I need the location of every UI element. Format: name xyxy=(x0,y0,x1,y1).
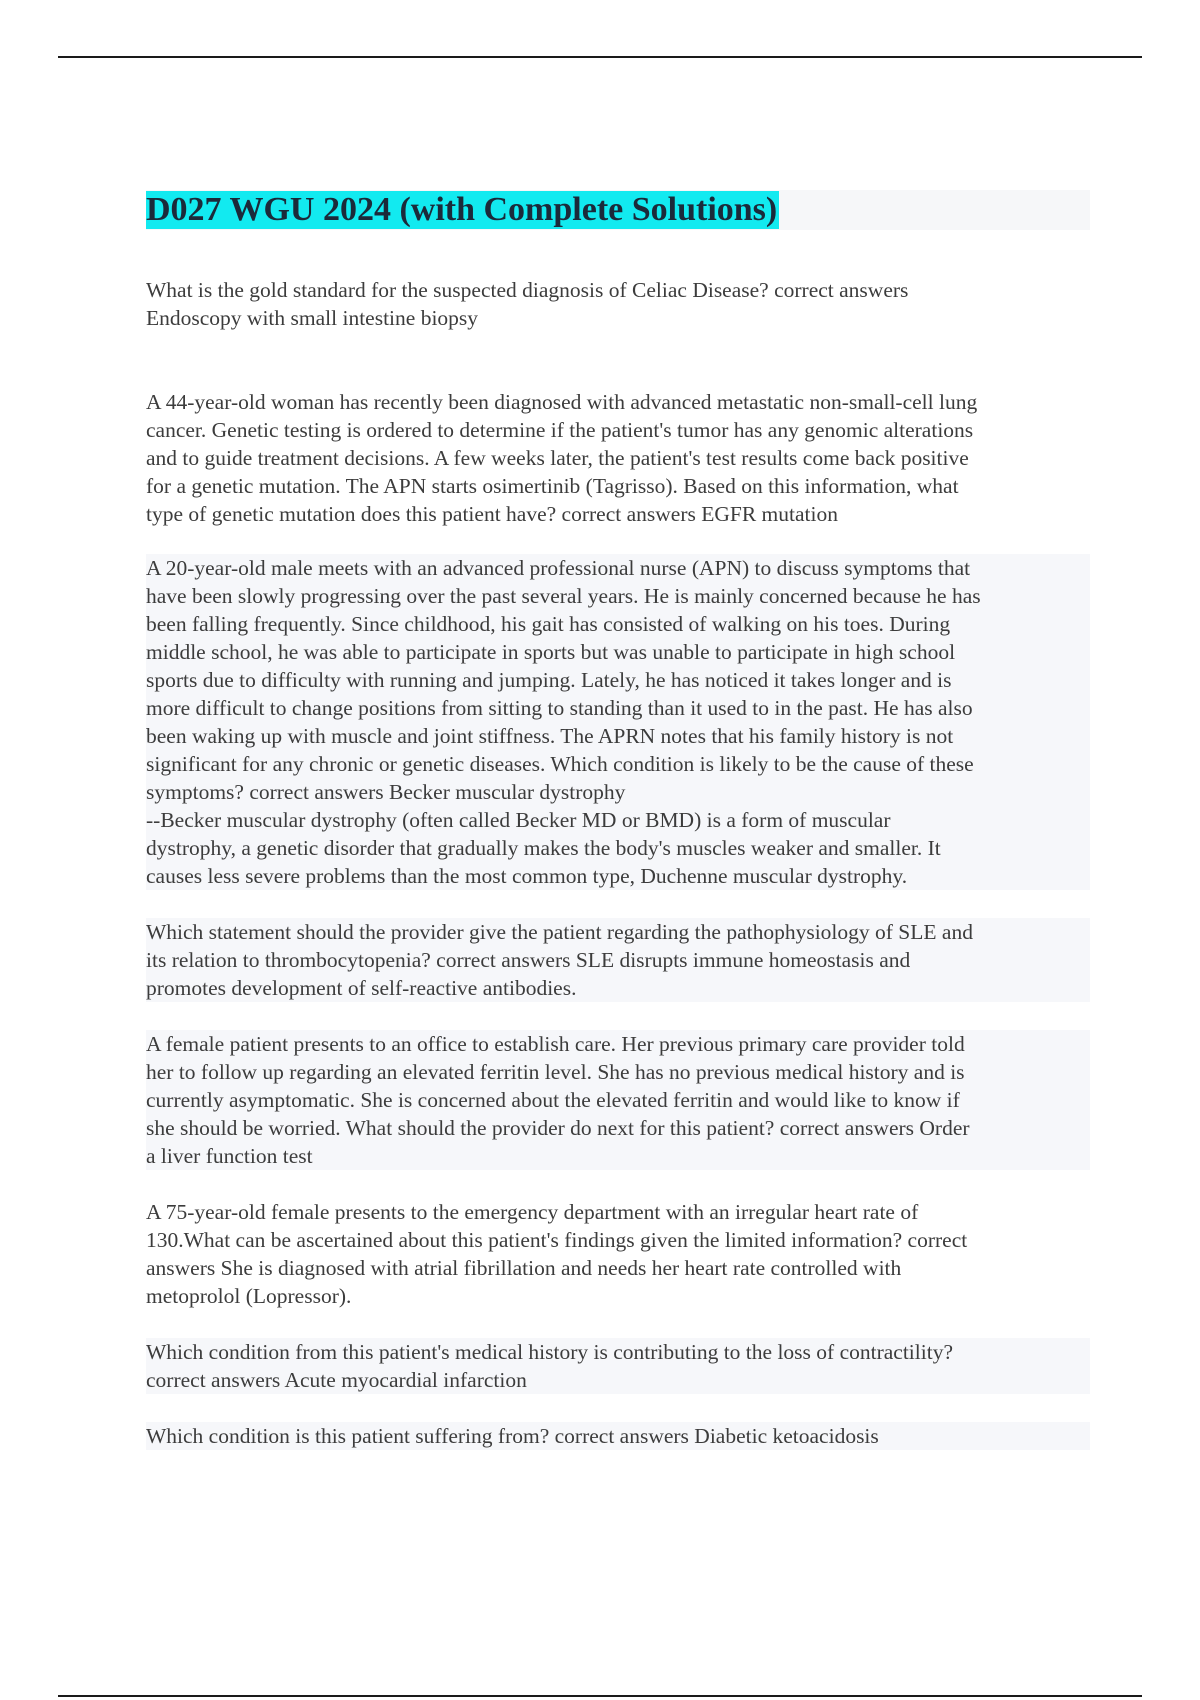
qa-item-contractility: Which condition from this patient's medical history is contributing to the loss of contractility? correct answers Acute myocardial infarction xyxy=(146,1338,1090,1394)
top-rule xyxy=(58,56,1142,58)
qa-item-celiac: What is the gold standard for the suspected diagnosis of Celiac Disease? correct answers Endoscopy with small intestine biopsy xyxy=(146,278,909,330)
qa-item-ketoacidosis: Which condition is this patient suffering from? correct answers Diabetic ketoacidosis xyxy=(146,1422,1090,1450)
document-title: D027 WGU 2024 (with Complete Solutions) xyxy=(146,191,778,228)
qa-item-lung-cancer: A 44-year-old woman has recently been diagnosed with advanced metastatic non-small-cell lung cancer. Genetic testing is ordered to determine if the patient's tumor has any genomic alterations and to guide treatment decisions. A few weeks later, the patient's test results come back positive for a genetic mutation. The APN starts osimertinib (Tagrisso). Based on this information, what type of genetic mutation does this patient have? correct answers EGFR mutation xyxy=(146,390,978,526)
qa-item-atrial-fibrillation: A 75-year-old female presents to the emergency department with an irregular heart rate of 130.What can be ascertained about this patient's findings given the limited information? correct answers She is diagnosed with atrial fibrillation and needs her heart rate controlled with metoprolol (Lopressor). xyxy=(146,1200,968,1308)
bottom-rule xyxy=(58,1695,1142,1697)
document-body xyxy=(146,276,1090,1450)
qa-item-sle: Which statement should the provider give the patient regarding the pathophysiology of SLE and its relation to thrombocytopenia? correct answers SLE disrupts immune homeostasis and promotes development of self-reactive antibodies. xyxy=(146,918,1090,1002)
qa-item-ferritin: A female patient presents to an office to establish care. Her previous primary care provider told her to follow up regarding an elevated ferritin level. She has no previous medical history and is currently asymptomatic. She is concerned about the elevated ferritin and would like to know if she should be worried. What should the provider do next for this patient? correct answers Order a liver function test xyxy=(146,1030,1090,1170)
qa-item-muscular-dystrophy: A 20-year-old male meets with an advanced professional nurse (APN) to discuss symptoms that have been slowly progressing over the past several years. He is mainly concerned because he has been falling frequently. Since childhood, his gait has consisted of walking on his toes. During middle school, he was able to participate in sports but was unable to participate in high school sports due to difficulty with running and jumping. Lately, he has noticed it takes longer and is more difficult to change positions from sitting to standing than it used to in the past. He has also been waking up with muscle and joint stiffness. The APRN notes that his family history is not significant for any chronic or genetic diseases. Which condition is likely to be the cause of these symptoms? correct answers Becker muscular dystrophy --Becker muscular dystrophy (often called Becker MD or BMD) is a form of muscular dystrophy, a genetic disorder that gradually makes the body's muscles weaker and smaller. It causes less severe problems than the most common type, Duchenne muscular dystrophy. xyxy=(146,554,1090,890)
